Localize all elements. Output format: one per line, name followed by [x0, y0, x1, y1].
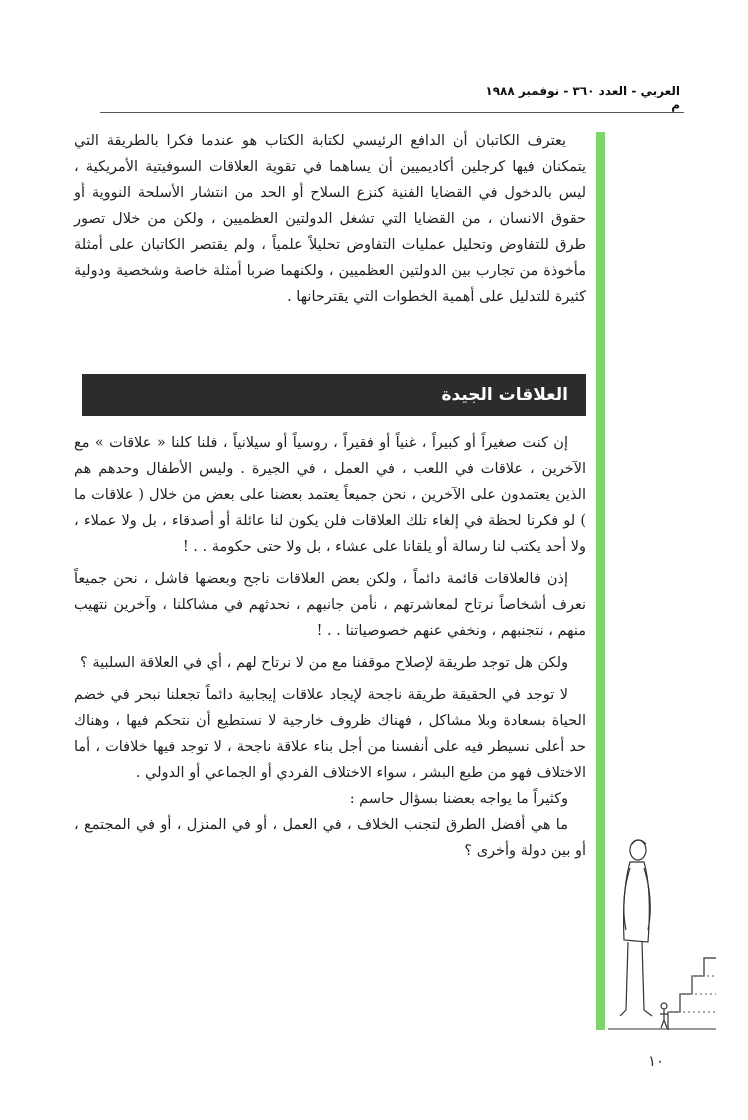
body-paragraph: ما هي أفضل الطرق لتجنب الخلاف ، في العمل ، أو في المنزل ، أو في المجتمع ، أو بين دولة وأخرى ؟	[74, 817, 586, 859]
article-body	[74, 430, 586, 864]
section-heading: العلاقات الجيدة	[82, 374, 586, 416]
intro-paragraph: يعترف الكاتبان أن الدافع الرئيسي لكتابة الكتاب هو عندما فكرا بالطريقة التي يتمكنان فيها كرجلين أكاديميين أن يساهما في تقوية العلاقات السوفيتية الأمريكية ، ليس بالدخول في القضايا الفنية كنزع السلاح أو الحد من انتشار الأسلحة النووية أو حقوق الانسان ، من القضايا التي تشغل الدولتين العظميين ، ولكن من خلال تصور طرق للتفاوض وتحليل عمليات التفاوض تحليلاً علمياً ، ولم يقتصر الكاتبان على أمثلة مأخوذة من تجارب بين الدولتين العظميين ، ولكنهما ضربا أمثلة خاصة وشخصية ودولية كثيرة للتدليل على أهمية الخطوات التي يقترحانها .	[74, 133, 586, 305]
man-stairs-illustration-icon	[608, 830, 716, 1030]
body-paragraph: لا توجد في الحقيقة طريقة ناجحة لإيجاد علاقات إيجابية دائماً تجعلنا نبحر في خضم الحياة بسعادة وبلا مشاكل ، فهناك ظروف خارجية لا نستطيع أن نتحكم فيها ، وهناك حد أعلى نسيطر فيه على أنفسنا من أجل بناء علاقة ناجحة ، لا توجد فيها خلافات ، أما الاختلاف فهو من طبع البشر ، سواء الاختلاف الفردي أو الجماعي أو الدولي .	[74, 687, 586, 781]
intro-column	[74, 128, 586, 310]
body-paragraph: ولكن هل توجد طريقة لإصلاح موقفنا مع من لا نرتاح لهم ، أي في العلاقة السلبية ؟	[80, 655, 568, 671]
page-number: ١٠	[648, 1052, 665, 1070]
body-paragraph: وكثيراً ما يواجه بعضنا بسؤال حاسم :	[349, 791, 568, 807]
body-paragraph: إن كنت صغيراً أو كبيراً ، غنياً أو فقيراً ، روسياً أو سيلانياً ، فلنا كلنا « علاقات » مع الآخرين ، علاقات في اللعب ، في العمل ، في الجيرة . وليس الأطفال وحدهم هم الذين يعتمدون على الآخرين ، نحن جميعاً يعتمد بعضنا على بعض من خلال ( علاقات ما ) لو فكرنا لحظة في إلغاء تلك العلاقات فلن يكون لنا عائلة أو أصدقاء ، بل ولا عملاء ، ولا أحد يكتب لنا رسالة أو يلقانا على عشاء ، بل ولا حتى حكومة . . !	[74, 435, 586, 555]
body-paragraph: إذن فالعلاقات قائمة دائماً ، ولكن بعض العلاقات ناجح وبعضها فاشل ، نحن جميعاً نعرف أشخاصاً نرتاح لمعاشرتهم ، نأمن جانبهم ، نحدثهم في مشاكلنا ، وآخرين نتهيب منهم ، نتجنبهم ، ونخفي عنهم خصوصياتنا . . !	[74, 571, 586, 639]
running-header: العربي - العدد ٣٦٠ - نوفمبر ١٩٨٨ م	[485, 84, 680, 112]
header-divider	[100, 112, 684, 113]
accent-bar	[596, 132, 605, 1030]
